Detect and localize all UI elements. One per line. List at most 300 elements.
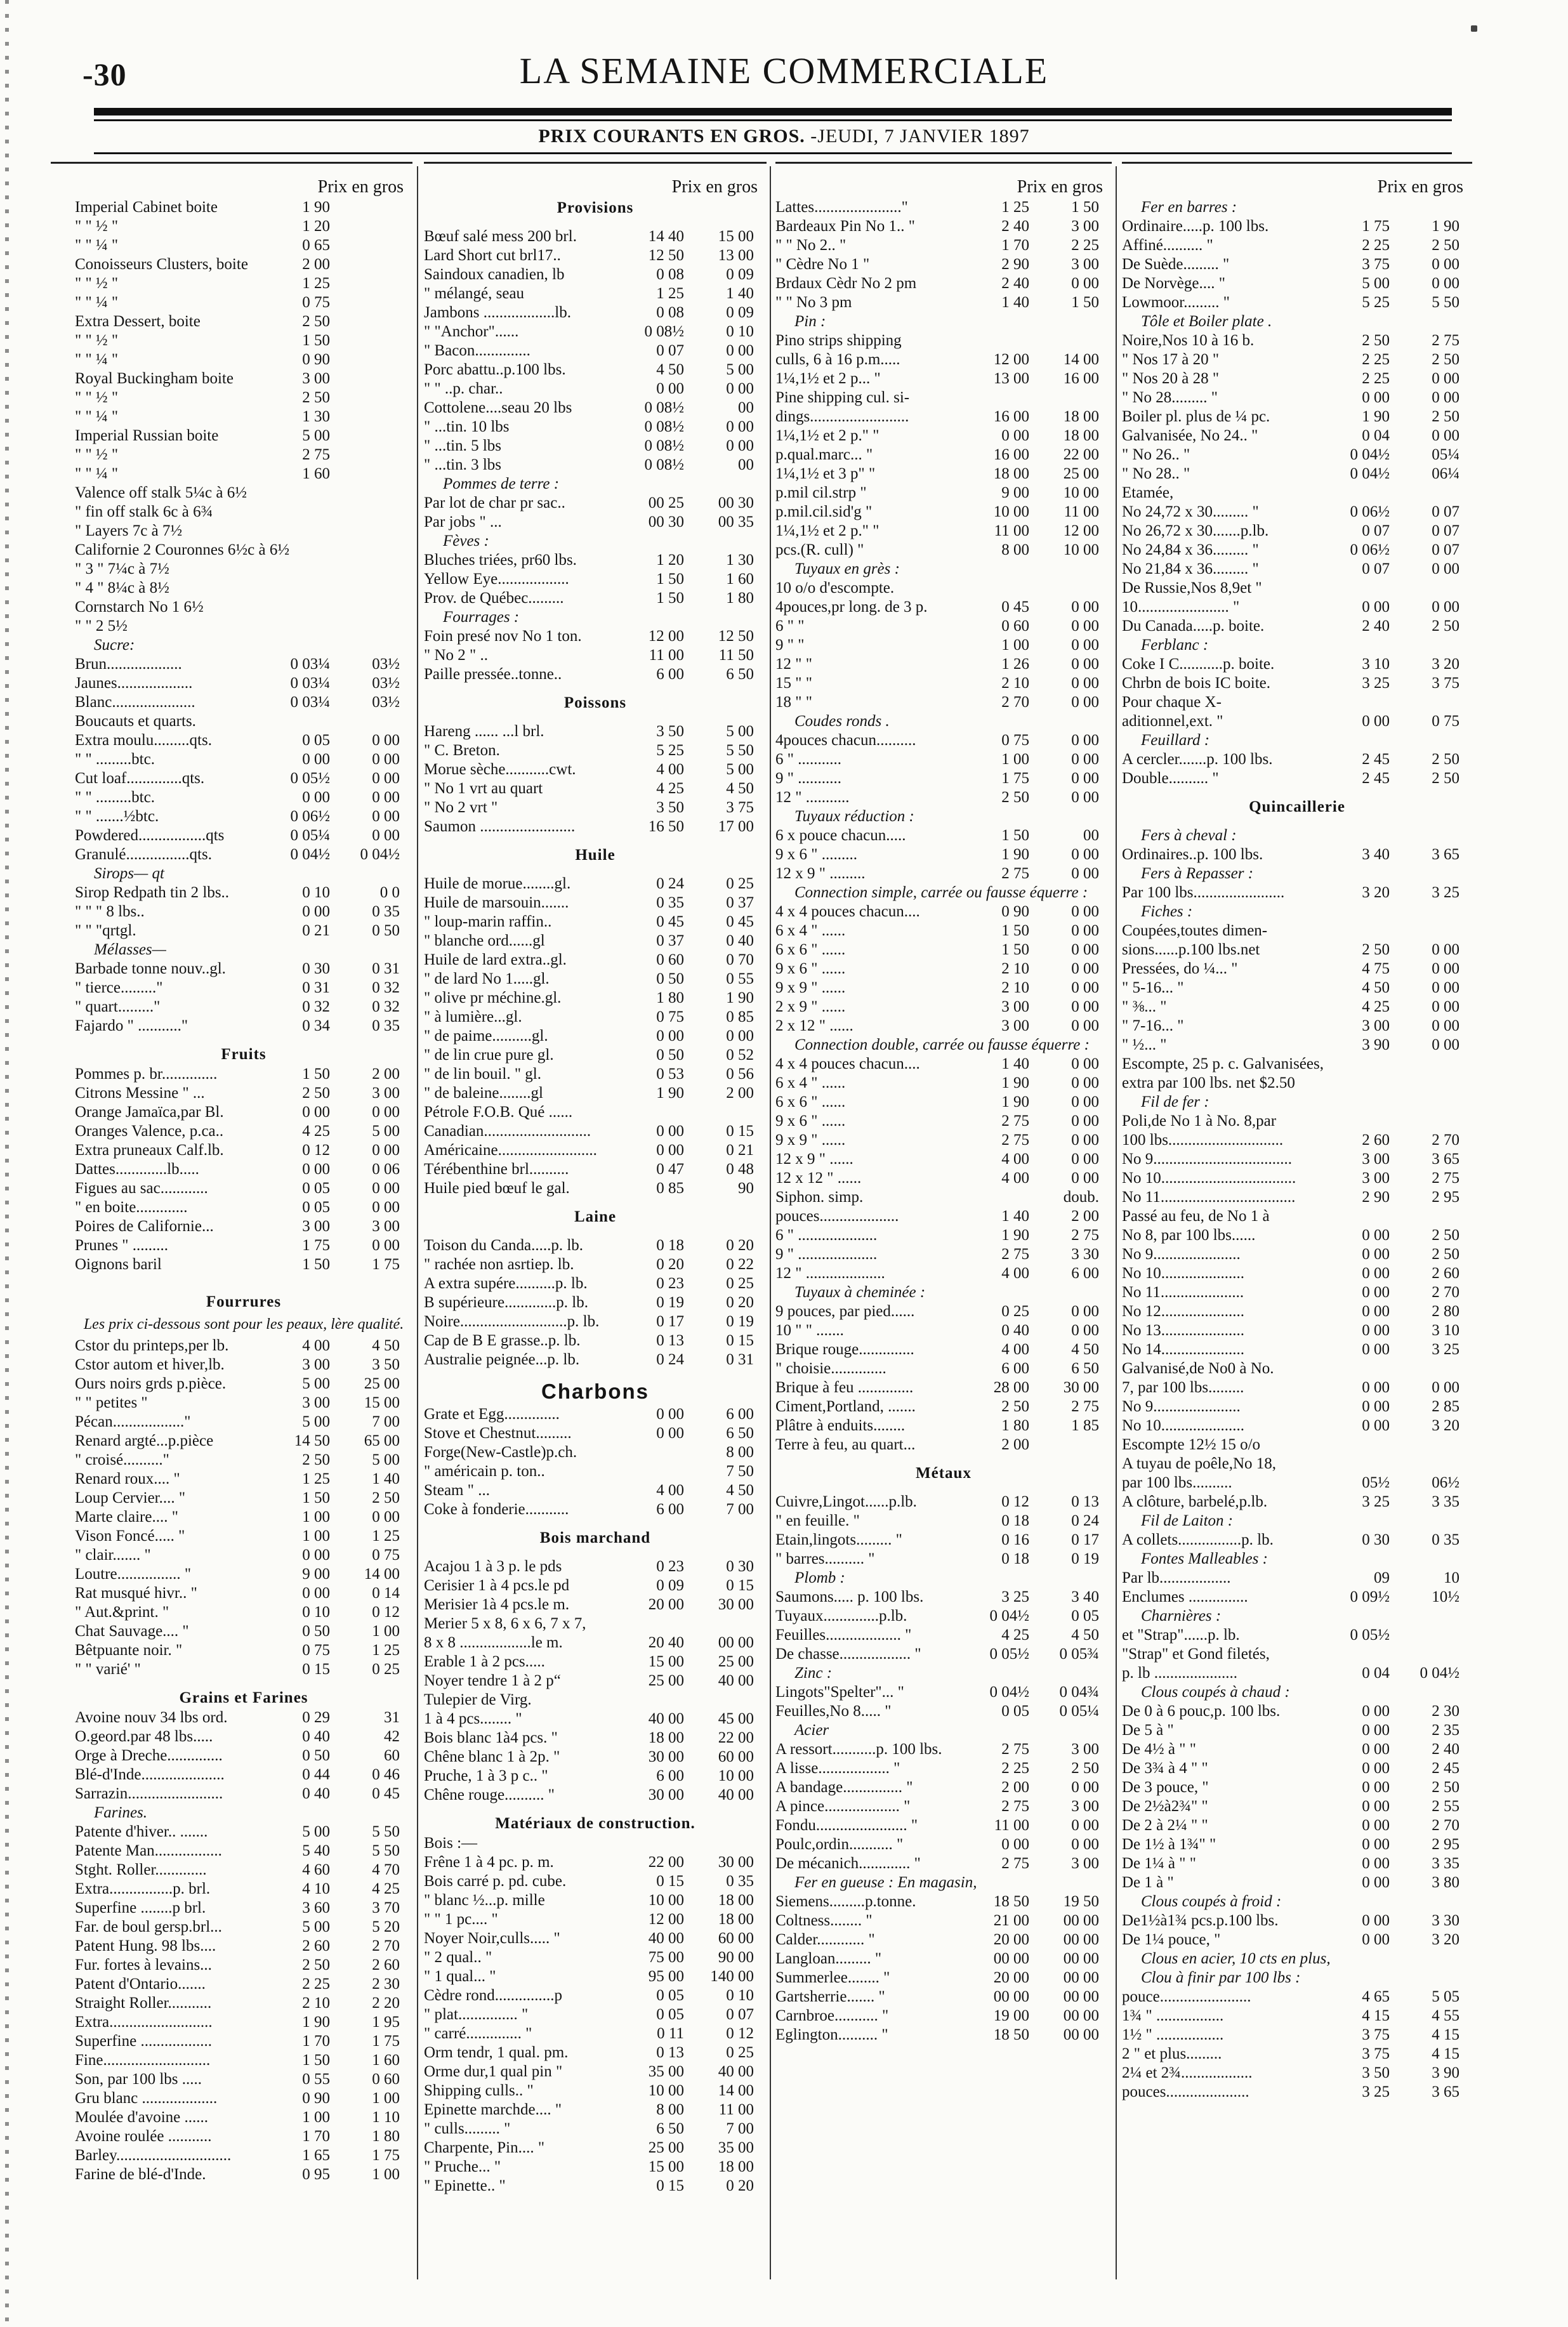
item-name: B supérieure.............p. lb. xyxy=(424,1294,588,1311)
item-name: 9 x 6 " ...... xyxy=(775,960,846,977)
price-low: 2 50 xyxy=(1362,941,1390,958)
item-name: Extra moulu.........qts. xyxy=(75,732,212,749)
price-low: 0 00 xyxy=(1362,1722,1390,1739)
item-name: Ordinaire.....p. 100 lbs. xyxy=(1122,218,1269,235)
price-row xyxy=(775,1397,1112,1416)
price-row xyxy=(424,1027,767,1046)
price-high: 14 00 xyxy=(364,1566,400,1583)
item-name: Chrbn de bois IC boite. xyxy=(1122,675,1271,692)
price-low: 0 50 xyxy=(302,1747,330,1764)
price-row xyxy=(75,236,412,255)
price-row xyxy=(75,350,412,369)
price-row xyxy=(1122,1264,1472,1283)
item-name: No 10..................... xyxy=(1122,1417,1245,1434)
price-row xyxy=(1122,1740,1472,1759)
section-heading: Fruits xyxy=(221,1046,267,1063)
item-name: Bois :— xyxy=(424,1835,478,1852)
price-high: 1 75 xyxy=(372,1256,400,1273)
item-name: De 4½ à " " xyxy=(1122,1741,1196,1758)
price-low: 0 10 xyxy=(302,884,330,901)
price-low: 4 25 xyxy=(1362,998,1390,1015)
price-low: 4 60 xyxy=(302,1861,330,1878)
price-high: 3 75 xyxy=(726,799,754,816)
price-row xyxy=(75,1084,412,1103)
price-low: 0 00 xyxy=(1362,1246,1390,1263)
item-name: Straight Roller........... xyxy=(75,1994,212,2012)
item-name: " " No 3 pm xyxy=(775,294,852,311)
price-row xyxy=(1122,1359,1472,1378)
price-row xyxy=(1122,1245,1472,1264)
price-row xyxy=(1122,293,1472,312)
price-row xyxy=(424,1786,767,1805)
price-low: 0 10 xyxy=(302,1604,330,1621)
price-row xyxy=(424,970,767,989)
price-row xyxy=(424,1929,767,1948)
price-high: 30 00 xyxy=(1063,1379,1099,1396)
price-row xyxy=(775,826,1112,845)
price-row xyxy=(424,1424,767,1443)
price-low: 0 23 xyxy=(656,1558,684,1575)
price-high: 2 80 xyxy=(1432,1303,1459,1320)
item-name: 1¾ " ................. xyxy=(1122,2007,1224,2024)
price-high: 0 00 xyxy=(372,1508,400,1526)
price-low: 0 00 xyxy=(1362,713,1390,730)
item-name: Patente Man................. xyxy=(75,1842,222,1859)
price-high: 1 40 xyxy=(726,285,754,302)
item-name: Fur. fortes à levains... xyxy=(75,1956,212,1974)
item-name: Cut loaf..............qts. xyxy=(75,770,205,787)
price-row xyxy=(775,1778,1112,1797)
price-high: 2 50 xyxy=(372,1489,400,1506)
spacer xyxy=(424,1227,767,1236)
price-high: 30 00 xyxy=(718,1596,754,1613)
price-row xyxy=(75,1141,412,1160)
price-high: 4 15 xyxy=(1432,2026,1459,2043)
item-name: Poulc,ordin........... " xyxy=(775,1836,904,1853)
price-row xyxy=(775,1607,1112,1626)
price-high: 42 xyxy=(384,1728,400,1745)
price-low: 2 00 xyxy=(1001,1779,1029,1796)
item-name: Noyer Noir,culls..... " xyxy=(424,1930,560,1947)
price-high: 0 00 xyxy=(1071,789,1099,806)
price-row xyxy=(424,227,767,246)
price-row xyxy=(424,913,767,932)
price-row xyxy=(1122,255,1472,274)
price-row xyxy=(1122,693,1472,712)
price-row xyxy=(775,1302,1112,1321)
price-high: 0 00 xyxy=(1432,941,1459,958)
price-low: 09 xyxy=(1374,1569,1390,1586)
price-high: 0 00 xyxy=(1432,1379,1459,1396)
price-row xyxy=(775,407,1112,426)
price-row xyxy=(775,1340,1112,1359)
price-high: 0 07 xyxy=(1432,503,1459,520)
price-row xyxy=(424,2100,767,2119)
price-high: 0 04½ xyxy=(360,846,400,863)
item-name: " " ½ " xyxy=(75,389,119,406)
column-top-rule xyxy=(775,162,1112,164)
price-row xyxy=(75,1899,412,1918)
item-name: No 8, par 100 lbs...... xyxy=(1122,1227,1256,1244)
price-row xyxy=(1122,979,1472,998)
price-low: 4 25 xyxy=(302,1123,330,1140)
price-row xyxy=(75,1179,412,1198)
price-row xyxy=(424,399,767,418)
price-low: 0 00 xyxy=(1362,1398,1390,1415)
price-low: 3 00 xyxy=(302,1218,330,1235)
item-name: 6 " .................... xyxy=(775,1227,878,1244)
price-low: 4 50 xyxy=(656,361,684,378)
price-row xyxy=(424,1141,767,1160)
price-row xyxy=(75,1103,412,1122)
item-name: No 11.................................. xyxy=(1122,1189,1296,1206)
item-name: extra par 100 lbs. net $2.50 xyxy=(1122,1074,1295,1091)
item-name: " No 1 vrt au quart xyxy=(424,780,543,797)
price-low: 0 00 xyxy=(1362,1265,1390,1282)
price-low: 0 45 xyxy=(656,913,684,930)
price-low: 1 00 xyxy=(302,2109,330,2126)
price-low: 1 25 xyxy=(1001,199,1029,216)
price-low: 1 25 xyxy=(656,285,684,302)
price-row xyxy=(775,1493,1112,1512)
price-row xyxy=(775,465,1112,484)
price-row xyxy=(424,1350,767,1369)
price-high: 00 00 xyxy=(718,1634,754,1651)
price-high: 13 00 xyxy=(718,247,754,264)
price-high: 3 00 xyxy=(372,1084,400,1102)
price-low: 0 47 xyxy=(656,1161,684,1178)
item-name: Cap de B E grasse..p. lb. xyxy=(424,1332,581,1349)
price-row xyxy=(775,1988,1112,2007)
price-high: 0 00 xyxy=(1071,1055,1099,1072)
price-row xyxy=(75,1255,412,1274)
price-high: 2 35 xyxy=(1432,1722,1459,1739)
price-low: 0 00 xyxy=(1362,1855,1390,1872)
price-row xyxy=(1122,1702,1472,1721)
price-high: 0 19 xyxy=(726,1313,754,1330)
subhead-rule xyxy=(94,152,1452,154)
price-low: 0 24 xyxy=(656,875,684,892)
item-name: 2¼ et 2¾.................. xyxy=(1122,2064,1253,2081)
price-high: 0 00 xyxy=(1071,903,1099,920)
price-row xyxy=(1122,2083,1472,2102)
price-high: 2 25 xyxy=(1071,237,1099,254)
price-low: 4 00 xyxy=(1001,1150,1029,1168)
price-low: 0 90 xyxy=(302,2090,330,2107)
price-high: 1 60 xyxy=(726,570,754,588)
price-low: 4 00 xyxy=(656,761,684,778)
item-name: Ours noirs grds p.pièce. xyxy=(75,1375,227,1392)
item-name: " ...tin. 3 lbs xyxy=(424,456,502,473)
price-column-2 xyxy=(424,176,767,2283)
price-row xyxy=(424,1008,767,1027)
price-row xyxy=(424,627,767,646)
item-name: Coltness........ " xyxy=(775,1912,873,1929)
price-row xyxy=(1122,712,1472,731)
price-high: 0 20 xyxy=(726,1294,754,1311)
item-name: " " ¼ " xyxy=(75,351,119,368)
price-row xyxy=(775,1512,1112,1531)
item-name: 12 " ........... xyxy=(775,789,850,806)
item-name: 6 x 4 " ...... xyxy=(775,922,846,939)
price-high: 0 32 xyxy=(372,998,400,1015)
price-row xyxy=(424,1614,767,1633)
price-high: 0 00 xyxy=(1071,1093,1099,1111)
price-low: 12 00 xyxy=(648,628,684,645)
price-high: 3 25 xyxy=(1432,884,1459,901)
price-high: 1 80 xyxy=(726,590,754,607)
price-high: 0 05¼ xyxy=(1059,1703,1099,1720)
price-low: 0 00 xyxy=(656,1142,684,1159)
price-row xyxy=(424,1834,767,1853)
price-high: 1 85 xyxy=(1071,1417,1099,1434)
price-row xyxy=(424,551,767,570)
item-name: Boucauts et quarts. xyxy=(75,713,196,730)
price-high: 7 00 xyxy=(726,2120,754,2137)
price-row xyxy=(1122,331,1472,350)
item-name: " de lin crue pure gl. xyxy=(424,1046,554,1064)
item-name: Coke I C...........p. boite. xyxy=(1122,656,1275,673)
price-low: 0 04 xyxy=(1362,1664,1390,1682)
spacer xyxy=(424,836,767,845)
price-row xyxy=(1122,1340,1472,1359)
price-high: 0 00 xyxy=(726,418,754,435)
item-name: Bardeaux Pin No 1.. " xyxy=(775,218,915,235)
price-high: 2 70 xyxy=(1432,1284,1459,1301)
price-row xyxy=(1122,1416,1472,1435)
item-name: 8 x 8 ..................le m. xyxy=(424,1634,563,1651)
price-low: 1 90 xyxy=(302,2014,330,2031)
price-low: 40 00 xyxy=(648,1930,684,1947)
price-row xyxy=(775,579,1112,598)
price-low: 5 00 xyxy=(302,1413,330,1430)
price-low: 2 70 xyxy=(1001,694,1029,711)
price-low: 2 75 xyxy=(1001,1741,1029,1758)
price-low: 0 40 xyxy=(302,1785,330,1802)
price-high: 0 00 xyxy=(1071,751,1099,768)
price-low: 1 40 xyxy=(1001,1055,1029,1072)
price-high: 25 00 xyxy=(1063,465,1099,482)
subsection-label: Plomb : xyxy=(794,1569,845,1586)
price-row xyxy=(75,998,412,1017)
section-heading: Fourrures xyxy=(206,1293,282,1310)
price-row xyxy=(75,1880,412,1899)
price-low: 3 00 xyxy=(1001,998,1029,1015)
price-low: 0 00 xyxy=(1362,1303,1390,1320)
price-row xyxy=(775,1245,1112,1264)
price-low: 0 00 xyxy=(1362,1874,1390,1891)
item-name: " Epinette.. " xyxy=(424,2177,506,2194)
price-row xyxy=(1122,1131,1472,1150)
price-low: 2 25 xyxy=(302,1975,330,1993)
price-low: 4 65 xyxy=(1362,1988,1390,2005)
price-low: 1 70 xyxy=(302,2128,330,2145)
price-low: 1 50 xyxy=(302,1065,330,1083)
spacer xyxy=(775,1454,1112,1463)
price-low: 2 75 xyxy=(1001,1246,1029,1263)
price-low: 3 75 xyxy=(1362,256,1390,273)
item-name: A ressort...........p. 100 lbs. xyxy=(775,1741,942,1758)
price-row xyxy=(75,979,412,998)
price-low: 2 90 xyxy=(1362,1189,1390,1206)
price-high: 0 35 xyxy=(372,903,400,920)
price-row xyxy=(775,902,1112,921)
price-low: 0 07 xyxy=(1362,522,1390,539)
price-row xyxy=(1122,541,1472,560)
price-row xyxy=(1122,1873,1472,1892)
item-name: " Pruche... " xyxy=(424,2158,501,2175)
price-low: 0 16 xyxy=(1001,1531,1029,1548)
item-name: Par 100 lbs....................... xyxy=(1122,884,1285,901)
price-high: 3 25 xyxy=(1432,1341,1459,1358)
price-row xyxy=(775,788,1112,807)
item-name: " C. Breton. xyxy=(424,742,500,759)
item-name: " " ¼ " xyxy=(75,237,119,254)
price-row xyxy=(775,217,1112,236)
price-row xyxy=(1122,426,1472,445)
price-high: 4 25 xyxy=(372,1880,400,1897)
price-row xyxy=(424,1767,767,1786)
price-high: 90 xyxy=(738,1180,754,1197)
price-low: 0 40 xyxy=(302,1728,330,1745)
item-name: Saumon ........................ xyxy=(424,818,576,835)
price-high: 31 xyxy=(384,1709,400,1726)
price-row xyxy=(1122,1055,1472,1074)
price-row xyxy=(775,1378,1112,1397)
price-row xyxy=(424,893,767,913)
price-row xyxy=(424,1986,767,2005)
price-high: 0 45 xyxy=(372,1785,400,1802)
item-name: Californie 2 Couronnes 6½c à 6½ xyxy=(75,541,290,558)
price-row xyxy=(75,388,412,407)
price-high: 2 50 xyxy=(1432,237,1459,254)
price-high: 3 35 xyxy=(1432,1493,1459,1510)
ink-mark xyxy=(1471,25,1477,32)
item-name: pouce....................... xyxy=(1122,1988,1251,2005)
price-row xyxy=(75,274,412,293)
price-row xyxy=(75,255,412,274)
price-high: 1 40 xyxy=(372,1470,400,1487)
price-high: 0 05 xyxy=(1071,1607,1099,1625)
price-high: 00 00 xyxy=(1063,1969,1099,1986)
price-high: 3 30 xyxy=(1432,1912,1459,1929)
price-high: 0 00 xyxy=(1432,598,1459,616)
price-row xyxy=(1122,2045,1472,2064)
price-row xyxy=(775,845,1112,864)
price-high: 0 00 xyxy=(1071,617,1099,635)
price-row xyxy=(424,1576,767,1595)
price-high: 0 00 xyxy=(1432,275,1459,292)
price-high: 25 00 xyxy=(364,1375,400,1392)
price-low: 11 00 xyxy=(994,1817,1029,1834)
item-name: pcs.(R. cull) " xyxy=(775,541,864,558)
price-low: 0 00 xyxy=(1362,1779,1390,1796)
item-name: Par lot de char pr sac.. xyxy=(424,494,565,511)
price-high: 40 00 xyxy=(718,1672,754,1689)
price-high: 0 40 xyxy=(726,932,754,949)
price-row xyxy=(75,1622,412,1641)
item-name: 10....................... " xyxy=(1122,598,1240,616)
price-high: doub. xyxy=(1063,1189,1099,1206)
price-high: 4 50 xyxy=(726,780,754,797)
price-high: 4 55 xyxy=(1432,2007,1459,2024)
price-high: 14 00 xyxy=(1063,351,1099,368)
price-low: 35 00 xyxy=(648,2063,684,2080)
price-row xyxy=(75,503,412,522)
price-row xyxy=(75,883,412,902)
price-high: 5 50 xyxy=(726,742,754,759)
price-high: 0 25 xyxy=(372,1661,400,1678)
price-row xyxy=(75,788,412,807)
price-row xyxy=(775,1321,1112,1340)
price-row xyxy=(424,1462,767,1481)
price-low: 5 00 xyxy=(302,1823,330,1840)
price-row xyxy=(1122,655,1472,674)
price-row xyxy=(424,1122,767,1141)
item-name: " Aut.&print. " xyxy=(75,1604,169,1621)
price-row xyxy=(775,655,1112,674)
price-row xyxy=(424,1748,767,1767)
price-low: 0 05½ xyxy=(989,1645,1029,1663)
column-top-rule xyxy=(1122,162,1472,164)
price-low: 0 03¼ xyxy=(290,694,330,711)
price-header: Prix en gros xyxy=(1377,177,1463,197)
price-low: 0 05½ xyxy=(290,770,330,787)
item-name: par 100 lbs.......... xyxy=(1122,1474,1232,1491)
price-low: 0 30 xyxy=(302,960,330,977)
price-high: 0 00 xyxy=(726,437,754,454)
item-name: " " " 8 lbs.. xyxy=(75,903,145,920)
price-row xyxy=(1122,750,1472,769)
price-low: 0 75 xyxy=(1001,732,1029,749)
price-low: 0 05¼ xyxy=(290,827,330,844)
price-row xyxy=(75,1746,412,1765)
price-row xyxy=(424,360,767,379)
price-low: 19 00 xyxy=(993,2007,1029,2024)
item-name: Pine shipping cul. si- xyxy=(775,389,910,406)
price-row xyxy=(1122,388,1472,407)
price-low: 0 30 xyxy=(1362,1531,1390,1548)
price-low: 30 00 xyxy=(648,1748,684,1765)
price-high: 2 40 xyxy=(1432,1741,1459,1758)
item-name: Bluches triées, pr60 lbs. xyxy=(424,551,577,569)
spacer xyxy=(1122,817,1472,826)
price-high: 0 32 xyxy=(372,979,400,996)
price-row xyxy=(1122,598,1472,617)
price-high: 2 60 xyxy=(1432,1265,1459,1282)
price-high: 2 20 xyxy=(372,1994,400,2012)
price-row xyxy=(75,1451,412,1470)
price-low: 0 05 xyxy=(302,732,330,749)
price-row xyxy=(424,589,767,608)
price-high: 3 00 xyxy=(1071,218,1099,235)
price-row xyxy=(75,1527,412,1546)
price-low: 0 00 xyxy=(302,1546,330,1564)
price-row xyxy=(775,769,1112,788)
price-row xyxy=(424,1967,767,1986)
subsection-label: Connection simple, carrée ou fausse équerre : xyxy=(794,884,1088,901)
item-name: Patent Hung. 98 lbs.... xyxy=(75,1937,216,1955)
price-row xyxy=(1122,1378,1472,1397)
price-low: 0 15 xyxy=(656,2177,684,2194)
item-name: A lisse.................. " xyxy=(775,1760,900,1777)
item-name: 2 x 9 " ...... xyxy=(775,998,846,1015)
price-low: 20 40 xyxy=(648,1634,684,1651)
price-high: 10 00 xyxy=(1063,484,1099,501)
price-low: 2 10 xyxy=(302,1994,330,2012)
price-high: 0 00 xyxy=(372,789,400,806)
price-low: 16 00 xyxy=(993,446,1029,463)
